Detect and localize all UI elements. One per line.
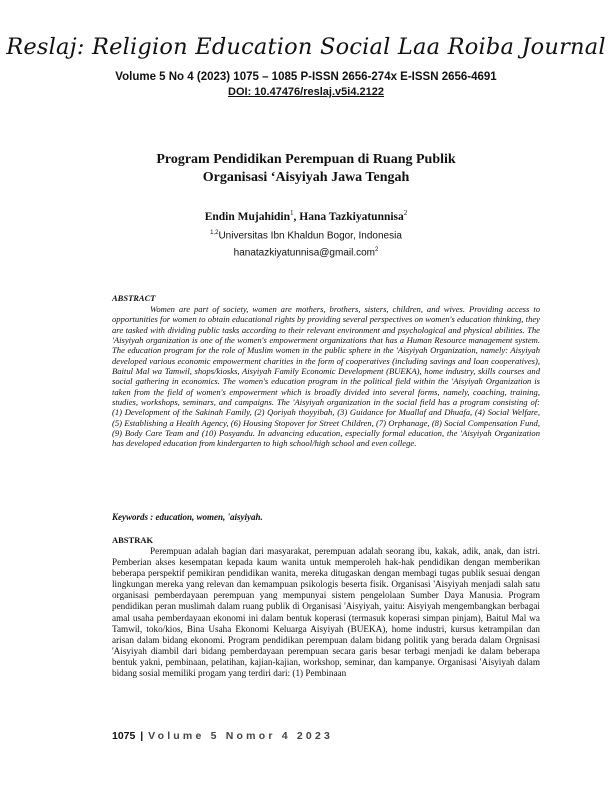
author-name: Hana Tazkiyatunnisa [299, 210, 404, 223]
affiliation-text: Universitas Ibn Khaldun Bogor, Indonesia [218, 230, 402, 242]
author-superscript: 2 [403, 209, 408, 217]
author-name: Endin Mujahidin [204, 210, 291, 223]
author-list [0, 209, 612, 223]
page-number: 1075 [112, 730, 136, 742]
email-text[interactable]: hanatazkiyatunnisa@gmail.com [233, 247, 375, 259]
abstract-en-text: Women are part of society, women are mothers, brothers, sisters, children, and wives. Providing access to opportunities for women to obtain educational rights by providing several perspectives on women's education thinking, they are tasked with dividing public tasks according to their relevant environment and psychological and physical abilities. The 'Aisyiyah organization is one of the women's empowerment organizations that has a Human Resource management system. The education program for the role of Muslim women in the public sphere in the 'Aisyiyah Organization, namely: Aisyiyah developed various economic empowerment charities in the form of cooperatives (including savings and loan cooperatives), Baitul Mal wa Tamwil, shops/kiosks, Aisyiyah Family Economic Development (BUEKA), home industry, skills courses and social gathering in economics. The women's education program in the political field within the 'Aisyiyah Organization is taken from the field of women's empowerment which is broadly divided into several forms, namely, coaching, training, studies, workshops, seminars, and campaigns. The 'Aisyiyah organization in the social field has a program consisting of: (1) Development of the Sakinah Family, (2) Qoriyah thoyyibah, (3) Guidance for Muallaf and Dhuafa, (4) Social Welfare, (5) Establishing a Health Agency, (6) Housing Stopover for Street Children, (7) Orphanage, (8) Social Compensation Fund, (9) Body Care Team and (10) Posyandu. In advancing education, especially formal education, the 'Aisyiyah Organization has developed education from kindergarten to high school/high school and even college. [112, 304, 540, 449]
affiliation-block [0, 226, 612, 261]
paper-title-line-2: Organisasi ‘Aisyiyah Jawa Tengah [202, 170, 410, 185]
email-superscript: 2 [375, 247, 379, 254]
abstract-id-heading: ABSTRAK [112, 535, 154, 545]
keywords: Keywords : education, women, 'aisyiyah. [112, 512, 263, 522]
paper-title [0, 151, 612, 187]
abstract-id-text: Perempuan adalah bagian dari masyarakat, perempuan adalah seorang ibu, kakak, adik, anak, dan istri. Pemberian akses kesempatan kepada kaum wanita untuk memperoleh hak-hak pendidikan dengan memberikan beberapa perspektif pemikiran pendidikan wanita, mereka ditugaskan dengan membagi tugas publik sesuai dengan lingkungan mereka yang relevan dan kemampuan psikologis beserta fisik. Organisasi 'Aisyiyah menjadi salah satu organisasi pemberdayaan perempuan yang mempunyai sistem pengelolaan Sumber Daya Manusia. Program pendidikan peran muslimah dalam ruang publik di Organisasi 'Aisyiyah, yaitu: Aisyiyah mengembangkan berbagai amal usaha pemberdayaan ekonomi ini dalam bentuk koperasi (termasuk koperasi simpan pinjam), Baitul Mal wa Tamwil, toko/kios, Bina Usaha Ekonomi Keluarga Aisyiyah (BUEKA), home industri, kursus ketrampilan dan arisan dalam bidang ekonomi. Program pendidikan perempuan dalam bidang politik yang berada dalam Orgnisasi 'Aisyiyah diambil dari bidang pemberdayaan perempuan secara garis besar terbagi menjadi ke dalam beberapa bentuk yakni, pembinaan, pelatihan, kajian-kajian, workshop, seminar, dan kampanye. Organisasi 'Aisyiyah dalam bidang sosial memiliki progam yang terdiri dari: (1) Pembinaan [112, 546, 540, 679]
affiliation [0, 226, 612, 243]
volume-issn-line: Volume 5 No 4 (2023) 1075 – 1085 P-ISSN 2656-274x E-ISSN 2656-4691 [115, 71, 497, 83]
footer-volume: Volume 5 Nomor 4 2023 [148, 730, 334, 742]
abstract-en-heading: ABSTRACT [112, 293, 156, 303]
paper-title-line-1: Program Pendidikan Perempuan di Ruang Publik [156, 152, 456, 167]
doi-link[interactable]: DOI: 10.47476/reslaj.v5i4.2122 [228, 86, 384, 98]
footer-separator: | [140, 730, 144, 742]
email [0, 243, 612, 260]
affiliation-superscript: 1,2 [210, 230, 219, 236]
page-footer [112, 730, 333, 742]
author-separator: , [293, 210, 300, 223]
journal-title: Reslaj: Religion Education Social Laa Roiba Journal [6, 34, 606, 60]
author-superscript: 1 [290, 209, 294, 217]
